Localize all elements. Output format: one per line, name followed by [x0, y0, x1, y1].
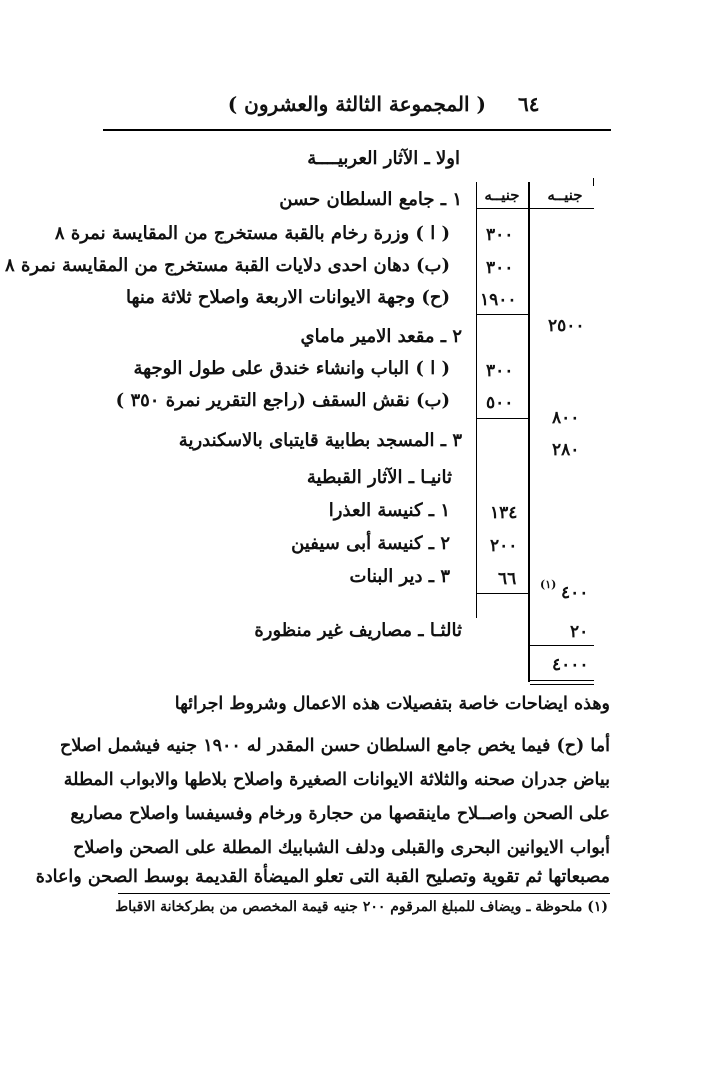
footnote-rule	[118, 893, 610, 894]
paragraph-intro: وهذه ايضاحات خاصة بتفصيلات هذه الاعمال وشروط اجرائها	[174, 694, 610, 714]
item-marble-dado: ( ا ) وزرة رخام بالقبة مستخرج من المقايسة نمرة ٨	[54, 223, 450, 244]
subtotal-rule-2	[476, 418, 529, 419]
grand-total: ٤٠٠٠	[552, 655, 589, 675]
item-gate-trench: ( ا ) الباب وانشاء خندق على طول الوجهة	[133, 358, 450, 379]
section-coptic-title: ثانيـا ـ الآثار القبطية	[306, 467, 452, 488]
paragraph-line-3: على الصحن واصــلاح ماينقصها من حجارة ورخام وفسيفسا واصلاح مصاريع	[70, 804, 610, 824]
amount-iwans-facade: ١٩٠٠	[480, 290, 517, 310]
amount-virgin-church: ١٣٤	[490, 503, 518, 523]
total-qaitbay-mosque: ٢٨٠	[552, 440, 580, 460]
amount-dome-painting: ٣٠٠	[486, 258, 514, 278]
column-rule-middle	[528, 182, 530, 682]
column-header-rule	[476, 208, 594, 209]
total-mamay-seat: ٨٠٠	[552, 408, 580, 428]
column-rule-left	[476, 182, 477, 618]
section-arab-monuments-title: اولا ـ الآثار العربيــــة	[307, 148, 460, 169]
item-dome-painting: (ب) دهان احدى دلايات القبة مستخرج من المقايسة نمرة ٨	[5, 255, 450, 276]
item-mamay-seat: ٢ ـ مقعد الامير ماماي	[300, 326, 462, 347]
amount-banat-monastery: ٦٦	[498, 569, 517, 589]
paragraph-line-4: أبواب الايوانين البحرى والقبلى ودلف الشبابيك المطلة على الصحن واصلاح	[73, 838, 610, 858]
item-banat-monastery: ٣ ـ دير البنات	[349, 566, 450, 587]
total-sultan-hasan: ٢٥٠٠	[548, 316, 585, 336]
paragraph-line-1: أما (ح) فيما يخص جامع السلطان حسن المقدر له ١٩٠٠ جنيه فيشمل اصلاح	[60, 736, 610, 756]
grand-total-rule	[530, 645, 594, 646]
column-rule-right-tick	[593, 178, 594, 186]
footnote-text: (١) ملحوظة ـ ويضاف للمبلغ المرقوم ٢٠٠ جنيه قيمة المخصص من بطركخانة الاقباط	[115, 899, 608, 915]
amount-ceiling-painting: ٥٠٠	[486, 393, 514, 413]
item-unforeseen-expenses: ثالثـا ـ مصاريف غير منظورة	[254, 620, 462, 641]
column-header-total: جنيــه	[547, 186, 583, 204]
amount-marble-dado: ٣٠٠	[486, 225, 514, 245]
total-unforeseen: ٢٠	[570, 622, 589, 642]
item-sultan-hasan-mosque: ١ ـ جامع السلطان حسن	[279, 189, 462, 210]
page-number: ٦٤	[518, 92, 540, 116]
item-ceiling-painting: (ب) نقش السقف (راجع التقرير نمرة ٣٥٠ )	[115, 390, 450, 411]
paragraph-line-5: مصبعاتها ثم تقوية وتصليح القبة التى تعلو الميضأة القديمة بوسط الصحن واعادة	[35, 867, 610, 887]
amount-abu-sefein-church: ٢٠٠	[490, 536, 518, 556]
page-title: ( المجموعة الثالثة والعشرون )	[227, 92, 486, 116]
grand-total-double-rule-bottom	[530, 684, 594, 685]
subtotal-rule-1	[476, 314, 529, 315]
item-abu-sefein-church: ٢ ـ كنيسة أبى سيفين	[291, 533, 450, 554]
item-virgin-church: ١ ـ كنيسة العذرا	[328, 500, 450, 521]
grand-total-double-rule-top	[530, 680, 594, 681]
footnote-marker: (١)	[540, 578, 557, 591]
header-rule	[103, 129, 611, 131]
item-iwans-facade: (ح) وجهة الايوانات الاربعة واصلاح ثلاثة منها	[126, 287, 450, 308]
paragraph-line-2: بياض جدران صحنه والثلاثة الايوانات الصغيرة واصلاح بلاطها والابواب المطلة	[63, 770, 610, 790]
amount-gate-trench: ٣٠٠	[486, 361, 514, 381]
subtotal-rule-3	[476, 593, 529, 594]
item-qaitbay-mosque: ٣ ـ المسجد بطابية قايتباى بالاسكندرية	[178, 430, 462, 451]
column-header-pieces: جنيــه	[484, 186, 520, 204]
total-coptic-monuments: ٤٠٠	[561, 583, 589, 603]
